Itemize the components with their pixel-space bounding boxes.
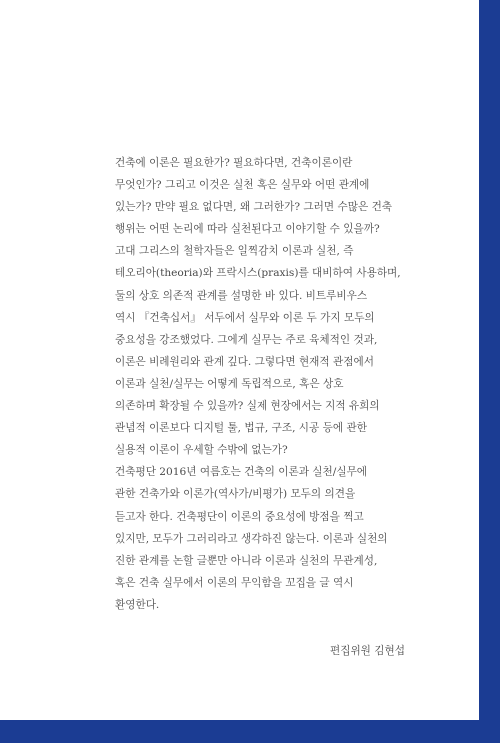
editorial-text <box>115 152 405 616</box>
text-line: 역시 『건축십서』 서두에서 실무와 이론 두 가지 모두의 <box>115 311 375 324</box>
text-line: 건축평단 2016년 여름호는 건축의 이론과 실천/실무에 <box>115 466 368 479</box>
text-line: 의존하며 확장될 수 있을까? 실제 현장에서는 지적 유희의 <box>115 400 380 413</box>
text-line: 관한 건축가와 이론가(역사가/비평가) 모두의 의견을 <box>115 488 356 501</box>
text-line: 중요성을 강조했었다. 그에게 실무는 주로 육체적인 것과, <box>115 333 378 346</box>
text-line: 이론은 비례원리와 관계 깊다. 그렇다면 현재적 관점에서 <box>115 355 374 368</box>
text-line: 테오리아(theoria)와 프락시스(praxis)를 대비하여 사용하며, <box>115 267 401 280</box>
text-line: 있는가? 만약 필요 없다면, 왜 그러한가? 그러면 수많은 건축 <box>115 201 393 214</box>
text-line: 실용적 이론이 우세할 수밖에 없는가? <box>115 444 288 457</box>
text-line: 건축에 이론은 필요한가? 필요하다면, 건축이론이란 <box>115 157 353 169</box>
text-line: 혹은 건축 실무에서 이론의 무익함을 꼬집을 글 역시 <box>115 576 354 589</box>
text-line: 환영한다. <box>115 598 160 611</box>
text-line: 있지만, 모두가 그러리라고 생각하진 않는다. 이론과 실천의 <box>115 532 388 545</box>
text-line: 둘의 상호 의존적 관계를 설명한 바 있다. 비트루비우스 <box>115 289 368 302</box>
text-line: 행위는 어떤 논리에 따라 실천된다고 이야기할 수 있을까? <box>115 223 380 236</box>
editor-signature: 편집위원 김현섭 <box>329 645 405 657</box>
text-line: 무엇인가? 그리고 이것은 실천 혹은 실무와 어떤 관계에 <box>115 179 370 192</box>
text-line: 이론과 실천/실무는 어떻게 독립적으로, 혹은 상호 <box>115 377 344 390</box>
text-line: 고대 그리스의 철학자들은 일찍감치 이론과 실천, 즉 <box>115 245 354 258</box>
text-line: 관념적 이론보다 디지털 툴, 법규, 구조, 시공 등에 관한 <box>115 422 367 435</box>
text-line: 진한 관계를 논할 글뿐만 아니라 이론과 실천의 무관계성, <box>115 554 378 567</box>
text-line: 듣고자 한다. 건축평단이 이론의 중요성에 방점을 찍고 <box>115 510 364 523</box>
